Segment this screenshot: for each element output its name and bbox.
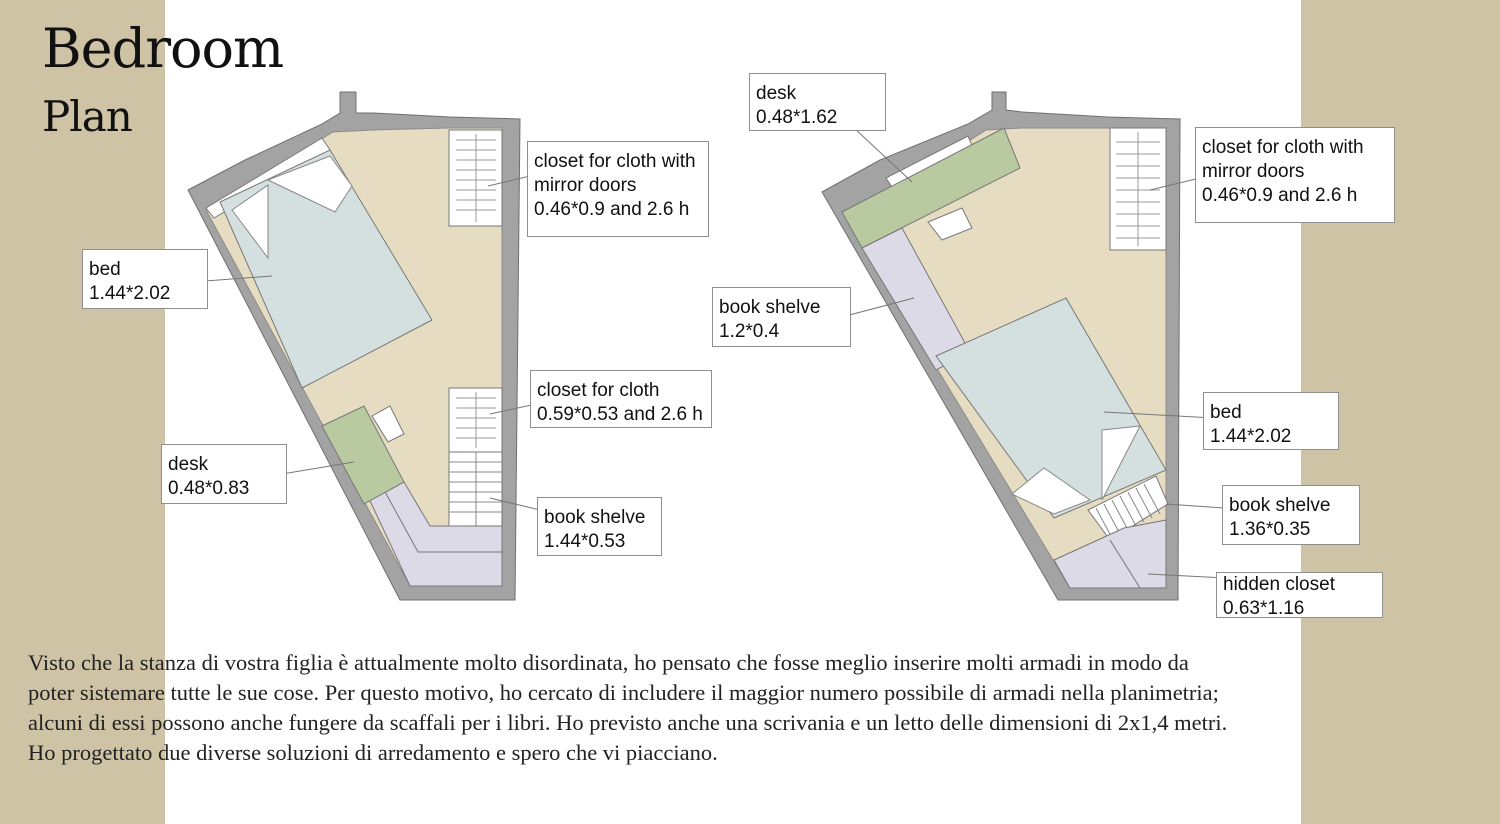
label-a-desk — [161, 444, 287, 504]
label-text: bed — [1210, 402, 1242, 423]
description-line: Ho progettato due diverse soluzioni di arredamento e spero che vi piacciano. — [28, 740, 718, 765]
plan-b — [822, 92, 1226, 600]
label-text: 0.48*1.62 — [756, 107, 838, 128]
label-text: 0.46*0.9 and 2.6 h — [1202, 185, 1358, 206]
page-subtitle: Plan — [42, 92, 132, 141]
label-b-desk — [749, 73, 886, 131]
label-text: 0.63*1.16 — [1223, 598, 1305, 619]
label-text: 1.36*0.35 — [1229, 519, 1311, 540]
label-b-closet-mirror — [1195, 127, 1395, 223]
label-text: 0.46*0.9 and 2.6 h — [534, 199, 690, 220]
label-text: 1.44*0.53 — [544, 531, 626, 552]
description-paragraph — [28, 648, 1488, 768]
label-text: hidden closet — [1223, 574, 1335, 595]
label-text: 1.44*2.02 — [1210, 426, 1292, 447]
label-text: 1.44*2.02 — [89, 283, 171, 304]
label-a-closet — [530, 370, 712, 428]
label-text: book shelve — [544, 507, 646, 528]
label-b-bed — [1203, 392, 1339, 450]
label-text: 1.2*0.4 — [719, 321, 780, 342]
label-text: book shelve — [719, 297, 821, 318]
label-text: desk — [756, 83, 797, 104]
label-text: closet for cloth with — [1202, 137, 1364, 158]
label-text: bed — [89, 259, 121, 280]
description-line: alcuni di essi possono anche fungere da scaffali per i libri. Ho previsto anche una scrivania e un letto delle dimensioni di 2x1,4 metri. — [28, 710, 1228, 735]
label-text: desk — [168, 454, 209, 475]
label-text: 0.48*0.83 — [168, 478, 250, 499]
description-line: Visto che la stanza di vostra figlia è attualmente molto disordinata, ho pensato che fosse meglio inserire molti armadi in modo da — [28, 650, 1189, 675]
description-line: poter sistemare tutte le sue cose. Per questo motivo, ho cercato di includere il maggior numero possibile di armadi nella planimetria; — [28, 680, 1219, 705]
page-title: Bedroom — [42, 17, 284, 80]
label-text: closet for cloth — [537, 380, 660, 401]
label-a-bed — [82, 249, 208, 309]
label-a-closet-mirror — [527, 141, 709, 237]
plan-a — [188, 92, 540, 600]
label-b-book-shelve-small — [712, 287, 851, 347]
label-text: book shelve — [1229, 495, 1331, 516]
label-b-book-shelve — [1222, 485, 1360, 545]
label-text: mirror doors — [1202, 161, 1305, 182]
label-text: 0.59*0.53 and 2.6 h — [537, 404, 703, 425]
label-text: mirror doors — [534, 175, 637, 196]
label-a-book-shelve — [537, 497, 662, 556]
label-text: closet for cloth with — [534, 151, 696, 172]
label-b-hidden-closet — [1216, 572, 1383, 618]
